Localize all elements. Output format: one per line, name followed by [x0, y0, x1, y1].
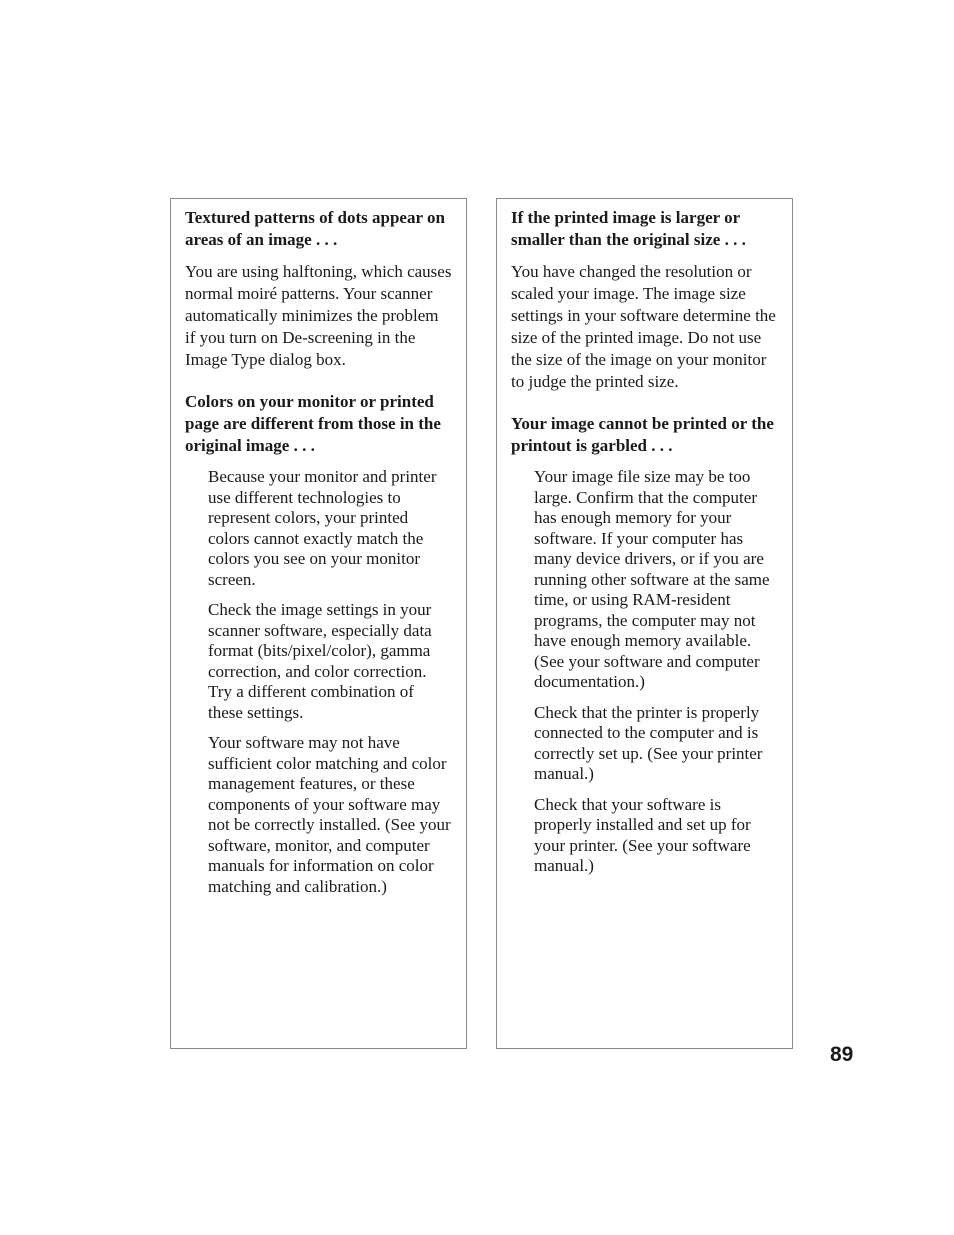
heading-printed-size: If the printed image is larger or smaller than the original size . . .	[511, 208, 746, 249]
paragraph-check-image-settings: Check the image settings in your scanner software, especially data format (bits/pixel/color), gamma correction, and color correction. Try a different combination of these settings.	[208, 600, 432, 722]
paragraph-resolution-scaled: You have changed the resolution or scaled your image. The image size settings in your software determine the size of the printed image. Do not use the size of the image on your monitor to judge the printed size.	[511, 262, 776, 391]
paragraph-color-matching: Your software may not have sufficient color matching and color management features, or these components of your software may not be correctly installed. (See your software, monitor, and computer manuals for information on color matching and calibration.)	[208, 733, 451, 896]
page-number: 89	[830, 1043, 854, 1066]
heading-cannot-print: Your image cannot be printed or the printout is garbled . . .	[511, 414, 774, 455]
paragraph-check-software-install: Check that your software is properly installed and set up for your printer. (See your software manual.)	[534, 794, 751, 875]
paragraph-check-printer-connection: Check that the printer is properly connected to the computer and is correctly set up. (See your printer manual.)	[534, 702, 763, 783]
heading-colors-different: Colors on your monitor or printed page are different from those in the original image . . .	[185, 392, 441, 455]
colors-solutions-list	[185, 467, 452, 897]
right-troubleshooting-panel	[496, 198, 793, 1049]
left-troubleshooting-panel	[170, 198, 467, 1049]
paragraph-file-size-memory: Your image file size may be too large. Confirm that the computer has enough memory for your software. If your computer has many device drivers, or if you are running other software at the same time, or using RAM-resident programs, the computer may not have enough memory available. (See your software and computer documentation.)	[534, 467, 770, 691]
paragraph-monitor-printer-technologies: Because your monitor and printer use different technologies to represent colors, your printed colors cannot exactly match the colors you see on your monitor screen.	[208, 467, 437, 589]
paragraph-halftoning: You are using halftoning, which causes normal moiré patterns. Your scanner automatically minimizes the problem if you turn on De-screening in the Image Type dialog box.	[185, 262, 452, 369]
printing-solutions-list	[511, 467, 778, 877]
heading-textured-patterns: Textured patterns of dots appear on areas of an image . . .	[185, 208, 445, 249]
